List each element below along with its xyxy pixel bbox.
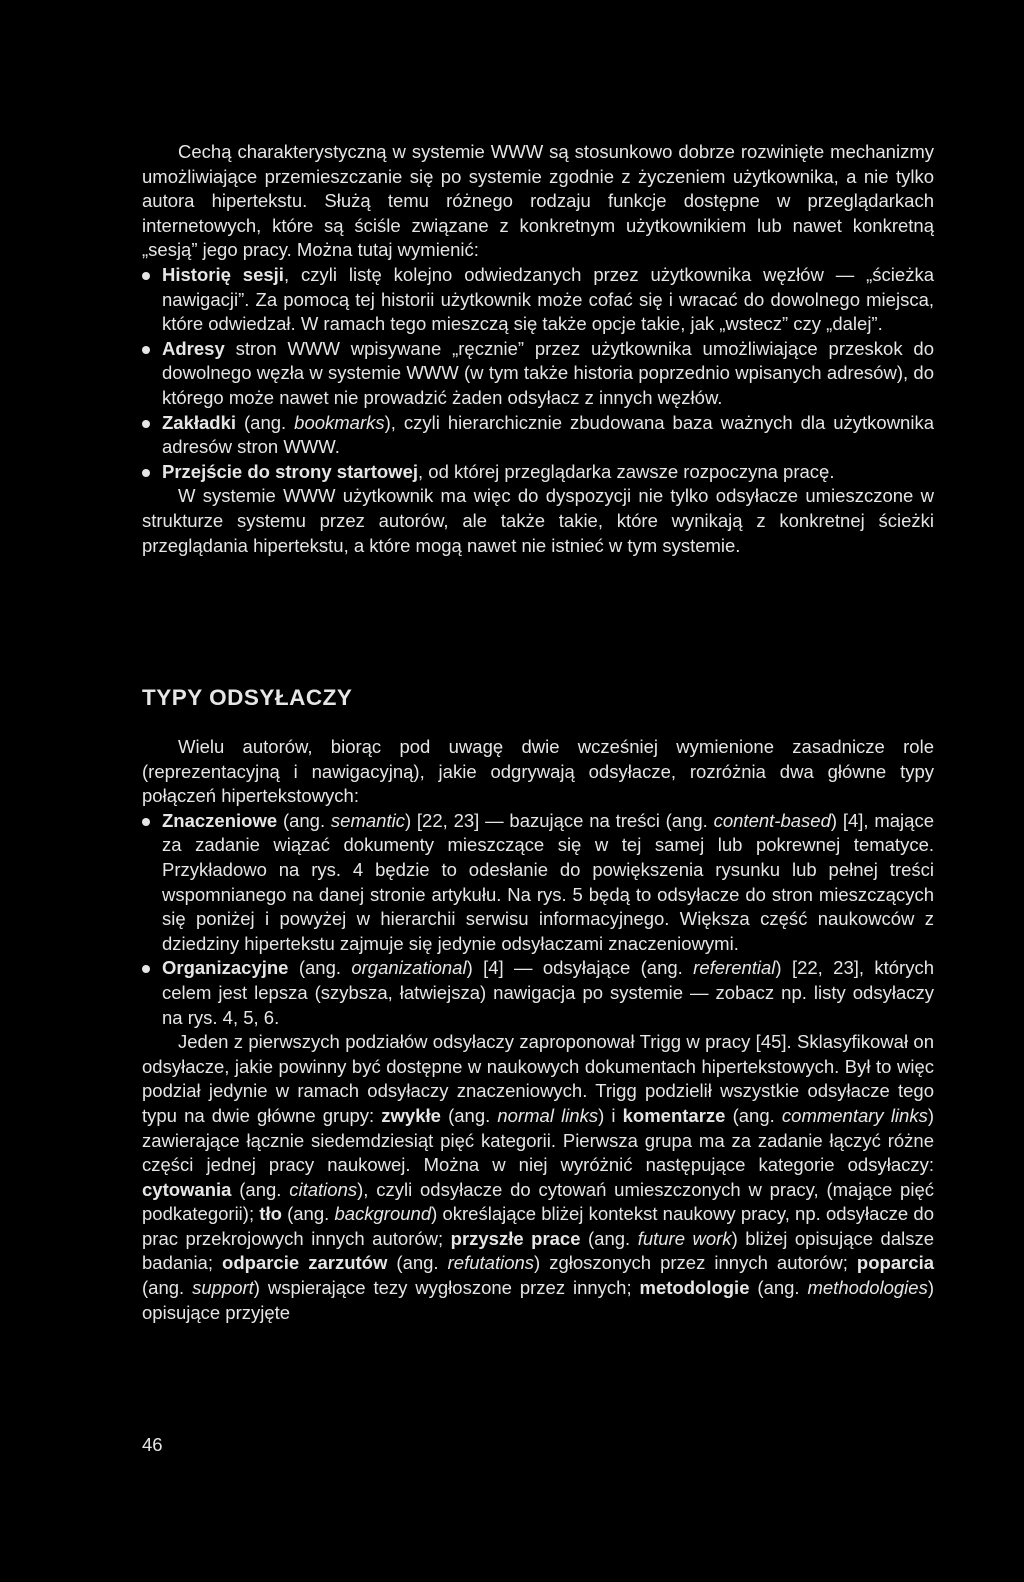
bullet-italic-term: semantic: [330, 809, 405, 831]
text-run: ) wspierające tezy wygłoszone przez innych;: [253, 1277, 640, 1299]
text-run: (ang.: [749, 1277, 808, 1299]
bullet-text: , od której przeglądarka zawsze rozpoczyna pracę.: [418, 460, 835, 482]
bullet-text: ), czyli hierarchicznie zbudowana baza ważnych dla użytkownika adresów stron WWW.: [162, 411, 934, 458]
italic-term: commentary links: [781, 1104, 928, 1126]
bullet-text: stron WWW wpisywane „ręcznie” przez użytkownika umożliwiające przeskok do dowolnego węzła w systemie WWW (w tym także historia poprzednio wpisanych adresów), do którego może nawet nie prowadzić żaden odsyłacz z innych węzłów.: [162, 337, 934, 408]
bullet-item-organizational: [142, 956, 934, 1030]
italic-term: methodologies: [807, 1277, 928, 1299]
text-run: ) zgłoszonych przez innych autorów;: [534, 1252, 857, 1274]
bullet-term: Adresy: [162, 337, 225, 359]
bullet-text: ) [22, 23] — bazujące na treści (ang.: [404, 809, 714, 831]
italic-term: normal links: [497, 1104, 599, 1126]
text-run: ) zawierające łącznie siedemdziesiąt pięć kategorii. Pierwsza grupa ma za zadanie łączyć różne części jednej pracy naukowej. Można w niej wyróżnić następujące kategorie odsyłaczy:: [142, 1104, 934, 1176]
bullet-text: ) [4] — odsyłające (ang.: [466, 957, 694, 979]
bullet-term: Historię sesji: [162, 263, 284, 285]
bullet-item-bookmarks: [142, 411, 934, 460]
bold-term: odparcie zarzutów: [222, 1252, 388, 1274]
italic-term: citations: [289, 1178, 358, 1200]
bullet-icon: [142, 818, 150, 826]
bullet-term: Zakładki: [162, 411, 237, 433]
bullet-italic-term: organizational: [351, 957, 467, 979]
bullet-item-start-page: [142, 460, 934, 485]
italic-term: support: [192, 1277, 254, 1299]
text-run: ) i: [598, 1104, 623, 1126]
italic-term: refutations: [447, 1252, 535, 1274]
bullet-italic-term: referential: [693, 957, 776, 979]
section-browser-navigation: [142, 140, 934, 558]
bullet-term: Organizacyjne: [162, 957, 289, 979]
text-run: (ang.: [142, 1277, 193, 1299]
bullet-text: , czyli listę kolejno odwiedzanych przez użytkownika węzłów — „ścieżka nawigacji”. Za pomocą tej historii użytkownik może cofać się i wracać do dowolnego miejsca, które odwiedzał. W ramach tego mieszczą się także opcje takie, jak „wstecz” czy „dalej”.: [162, 263, 934, 335]
bold-term: cytowania: [142, 1178, 232, 1200]
bullet-term: Przejście do strony startowej: [162, 460, 419, 482]
bold-term: poparcia: [856, 1252, 935, 1274]
link-types-intro: Wielu autorów, biorąc pod uwagę dwie wcześniej wymienione zasadnicze role (reprezentacyjną i nawigacyjną), jakie odgrywają odsyłacze, rozróżnia dwa główne typy połączeń hipertekstowych:: [142, 736, 934, 807]
page-number: 46: [142, 1434, 163, 1455]
text-run: (ang.: [281, 1203, 335, 1225]
bullet-icon: [142, 965, 150, 973]
bold-term: zwykłe: [381, 1104, 441, 1126]
bullet-item-addresses: [142, 337, 934, 411]
bullet-icon: [142, 469, 150, 477]
italic-term: future work: [637, 1227, 732, 1249]
bullet-text: (ang.: [288, 957, 352, 979]
text-run: Jeden z pierwszych podziałów odsyłaczy zaproponował Trigg w pracy [45]. Sklasyfikował on odsyłacze, jakie powinny być dostępne w naukowych dokumentach hipertekstowych. Był to więc podział jedynie w ramach odsyłaczy znaczeniowych. Trigg podzielił wszystkie odsyłacze tego typu na dwie główne grupy:: [142, 1031, 934, 1126]
bullet-icon: [142, 346, 150, 354]
bold-term: komentarze: [622, 1104, 726, 1126]
intro-paragraph: Cechą charakterystyczną w systemie WWW są stosunkowo dobrze rozwinięte mechanizmy umożliwiające przemieszczanie się po systemie zgodnie z życzeniem użytkownika, a nie tylko autora hipertekstu. Służą temu różnego rodzaju funkcje dostępne w przeglądarkach internetowych, które są ściśle związane z konkretnym użytkownikiem lub nawet konkretną „sesją” jego pracy. Można tutaj wymienić:: [142, 141, 934, 261]
section-heading: TYPY ODSYŁACZY: [142, 685, 353, 710]
section-link-types: [142, 735, 934, 1325]
bullet-icon: [142, 420, 150, 428]
text-run: (ang.: [580, 1227, 638, 1249]
closing-paragraph: W systemie WWW użytkownik ma więc do dyspozycji nie tylko odsyłacze umieszczone w strukturze systemu przez autorów, ale także takie, które wynikają z konkretnej ścieżki przeglądania hipertekstu, a które mogą nawet nie istnieć w tym systemie.: [142, 485, 934, 556]
italic-term: background: [334, 1203, 432, 1225]
bold-term: metodologie: [639, 1277, 750, 1299]
bullet-item-session-history: [142, 263, 934, 337]
bullet-text: ) [4], mające za zadanie wiązać dokumenty mieszczące się w tej samej lub pokrewnej tematyce. Przykładowo na rys. 4 będzie to odesłanie do powiększenia rysunku lub pełnej treści wspomnianego na danej stronie artykułu. Na rys. 5 będą to odsyłacze do stron mieszczących się poniżej i powyżej w hierarchii serwisu informacyjnego. Większa część naukowców z dziedziny hipertekstu zajmuje się jedynie odsyłaczami znaczeniowymi.: [162, 809, 934, 954]
text-run: ) określające bliżej kontekst naukowy pracy, np. odsyłacze do prac przekrojowych innych autorów;: [142, 1203, 934, 1249]
bold-term: przyszłe prace: [450, 1227, 581, 1249]
bullet-term: Znaczeniowe: [162, 809, 278, 831]
bullet-text: ) [22, 23], których celem jest lepsza (szybsza, łatwiejsza) nawigacja po systemie — zobacz np. listy odsyłaczy na rys. 4, 5, 6.: [162, 957, 934, 1028]
bullet-text: (ang.: [277, 809, 331, 831]
text-run: (ang.: [231, 1178, 290, 1200]
bullet-icon: [142, 272, 150, 280]
trigg-paragraph: [142, 1030, 934, 1325]
bold-term: tło: [259, 1203, 282, 1225]
text-run: ) opisujące przyjęte: [142, 1277, 934, 1323]
bullet-item-semantic: [142, 809, 934, 957]
text-run: (ang.: [725, 1104, 782, 1126]
text-run: ), czyli odsyłacze do cytowań umieszczonych w pracy, (mające pięć podkategorii);: [142, 1178, 934, 1225]
text-run: ) bliżej opisujące dalsze badania;: [142, 1227, 935, 1274]
bullet-italic-term: content-based: [713, 809, 831, 831]
text-run: (ang.: [440, 1104, 498, 1126]
text-run: (ang.: [387, 1252, 448, 1274]
bullet-text: (ang.: [236, 411, 295, 433]
bullet-italic-term: bookmarks: [294, 411, 385, 433]
